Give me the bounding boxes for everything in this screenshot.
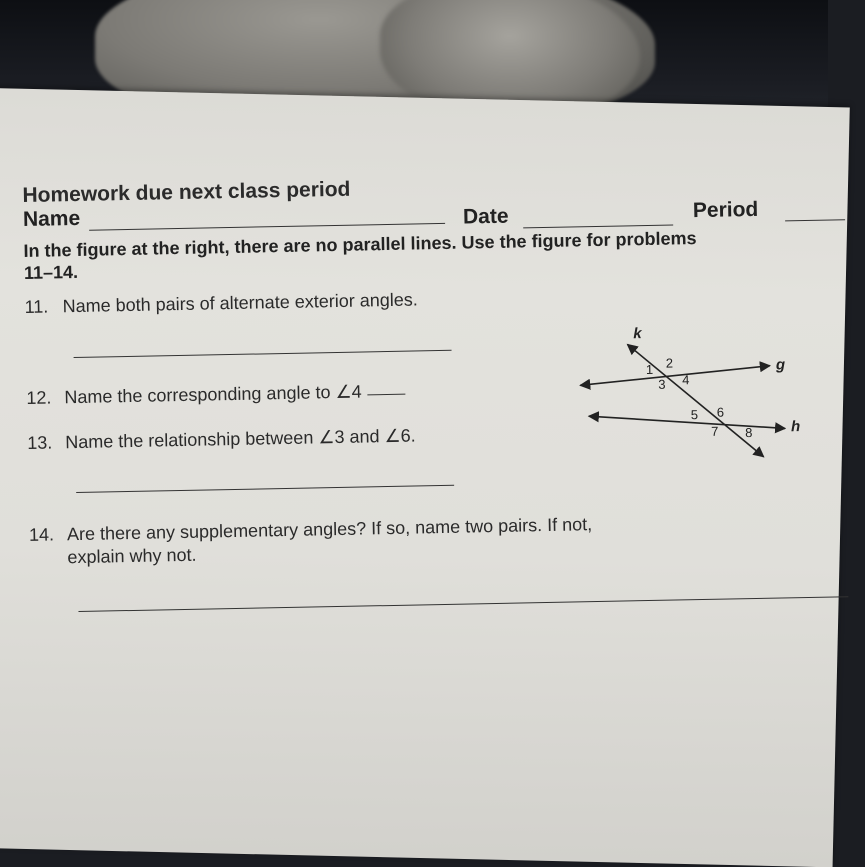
angle-5-label: 5 [690, 407, 699, 423]
homework-title: Homework due next class period [22, 177, 351, 207]
angle-2-label: 2 [665, 355, 674, 371]
period-label: Period [692, 197, 759, 223]
answer-line-13[interactable] [76, 485, 454, 493]
question-14 [29, 514, 593, 546]
label-k: k [633, 325, 642, 343]
instructions: In the figure at the right, there are no parallel lines. Use the figure for problems 11–14. [23, 228, 697, 283]
label-h: h [790, 418, 801, 436]
angle-8-label: 8 [745, 425, 753, 441]
question-11 [24, 289, 418, 318]
answer-line-14[interactable] [78, 596, 848, 612]
worksheet [22, 154, 865, 830]
angle-7-label: 7 [710, 423, 719, 439]
date-label: Date [462, 204, 509, 229]
question-text: explain why not. [67, 544, 197, 568]
question-number: 13. [27, 432, 53, 453]
question-text: Name the corresponding angle to ∠4 [64, 381, 362, 408]
question-number: 14. [28, 524, 55, 545]
question-14-continued [67, 545, 196, 568]
question-13 [27, 425, 416, 453]
name-label: Name [22, 206, 81, 231]
name-answer-line[interactable] [89, 223, 445, 231]
question-number: 11. [24, 296, 49, 317]
period-answer-line[interactable] [785, 219, 845, 221]
line-k [627, 342, 763, 460]
angle-6-label: 6 [716, 404, 725, 420]
transversal-figure [573, 325, 816, 486]
question-number: 12. [26, 387, 52, 408]
line-g [580, 366, 770, 386]
angle-3-label: 3 [658, 376, 666, 392]
question-12 [26, 381, 406, 409]
question-text: Name both pairs of alternate exterior angles. [62, 289, 418, 317]
answer-line-11[interactable] [74, 350, 452, 358]
angle-4-label: 4 [682, 372, 690, 388]
question-text: Are there any supplementary angles? If so, name two pairs. If not, [66, 514, 593, 545]
answer-blank-12[interactable] [368, 394, 406, 396]
angle-1-label: 1 [645, 361, 654, 378]
label-g: g [775, 356, 786, 374]
line-h [589, 412, 785, 432]
question-text: Name the relationship between ∠3 and ∠6. [65, 425, 416, 453]
